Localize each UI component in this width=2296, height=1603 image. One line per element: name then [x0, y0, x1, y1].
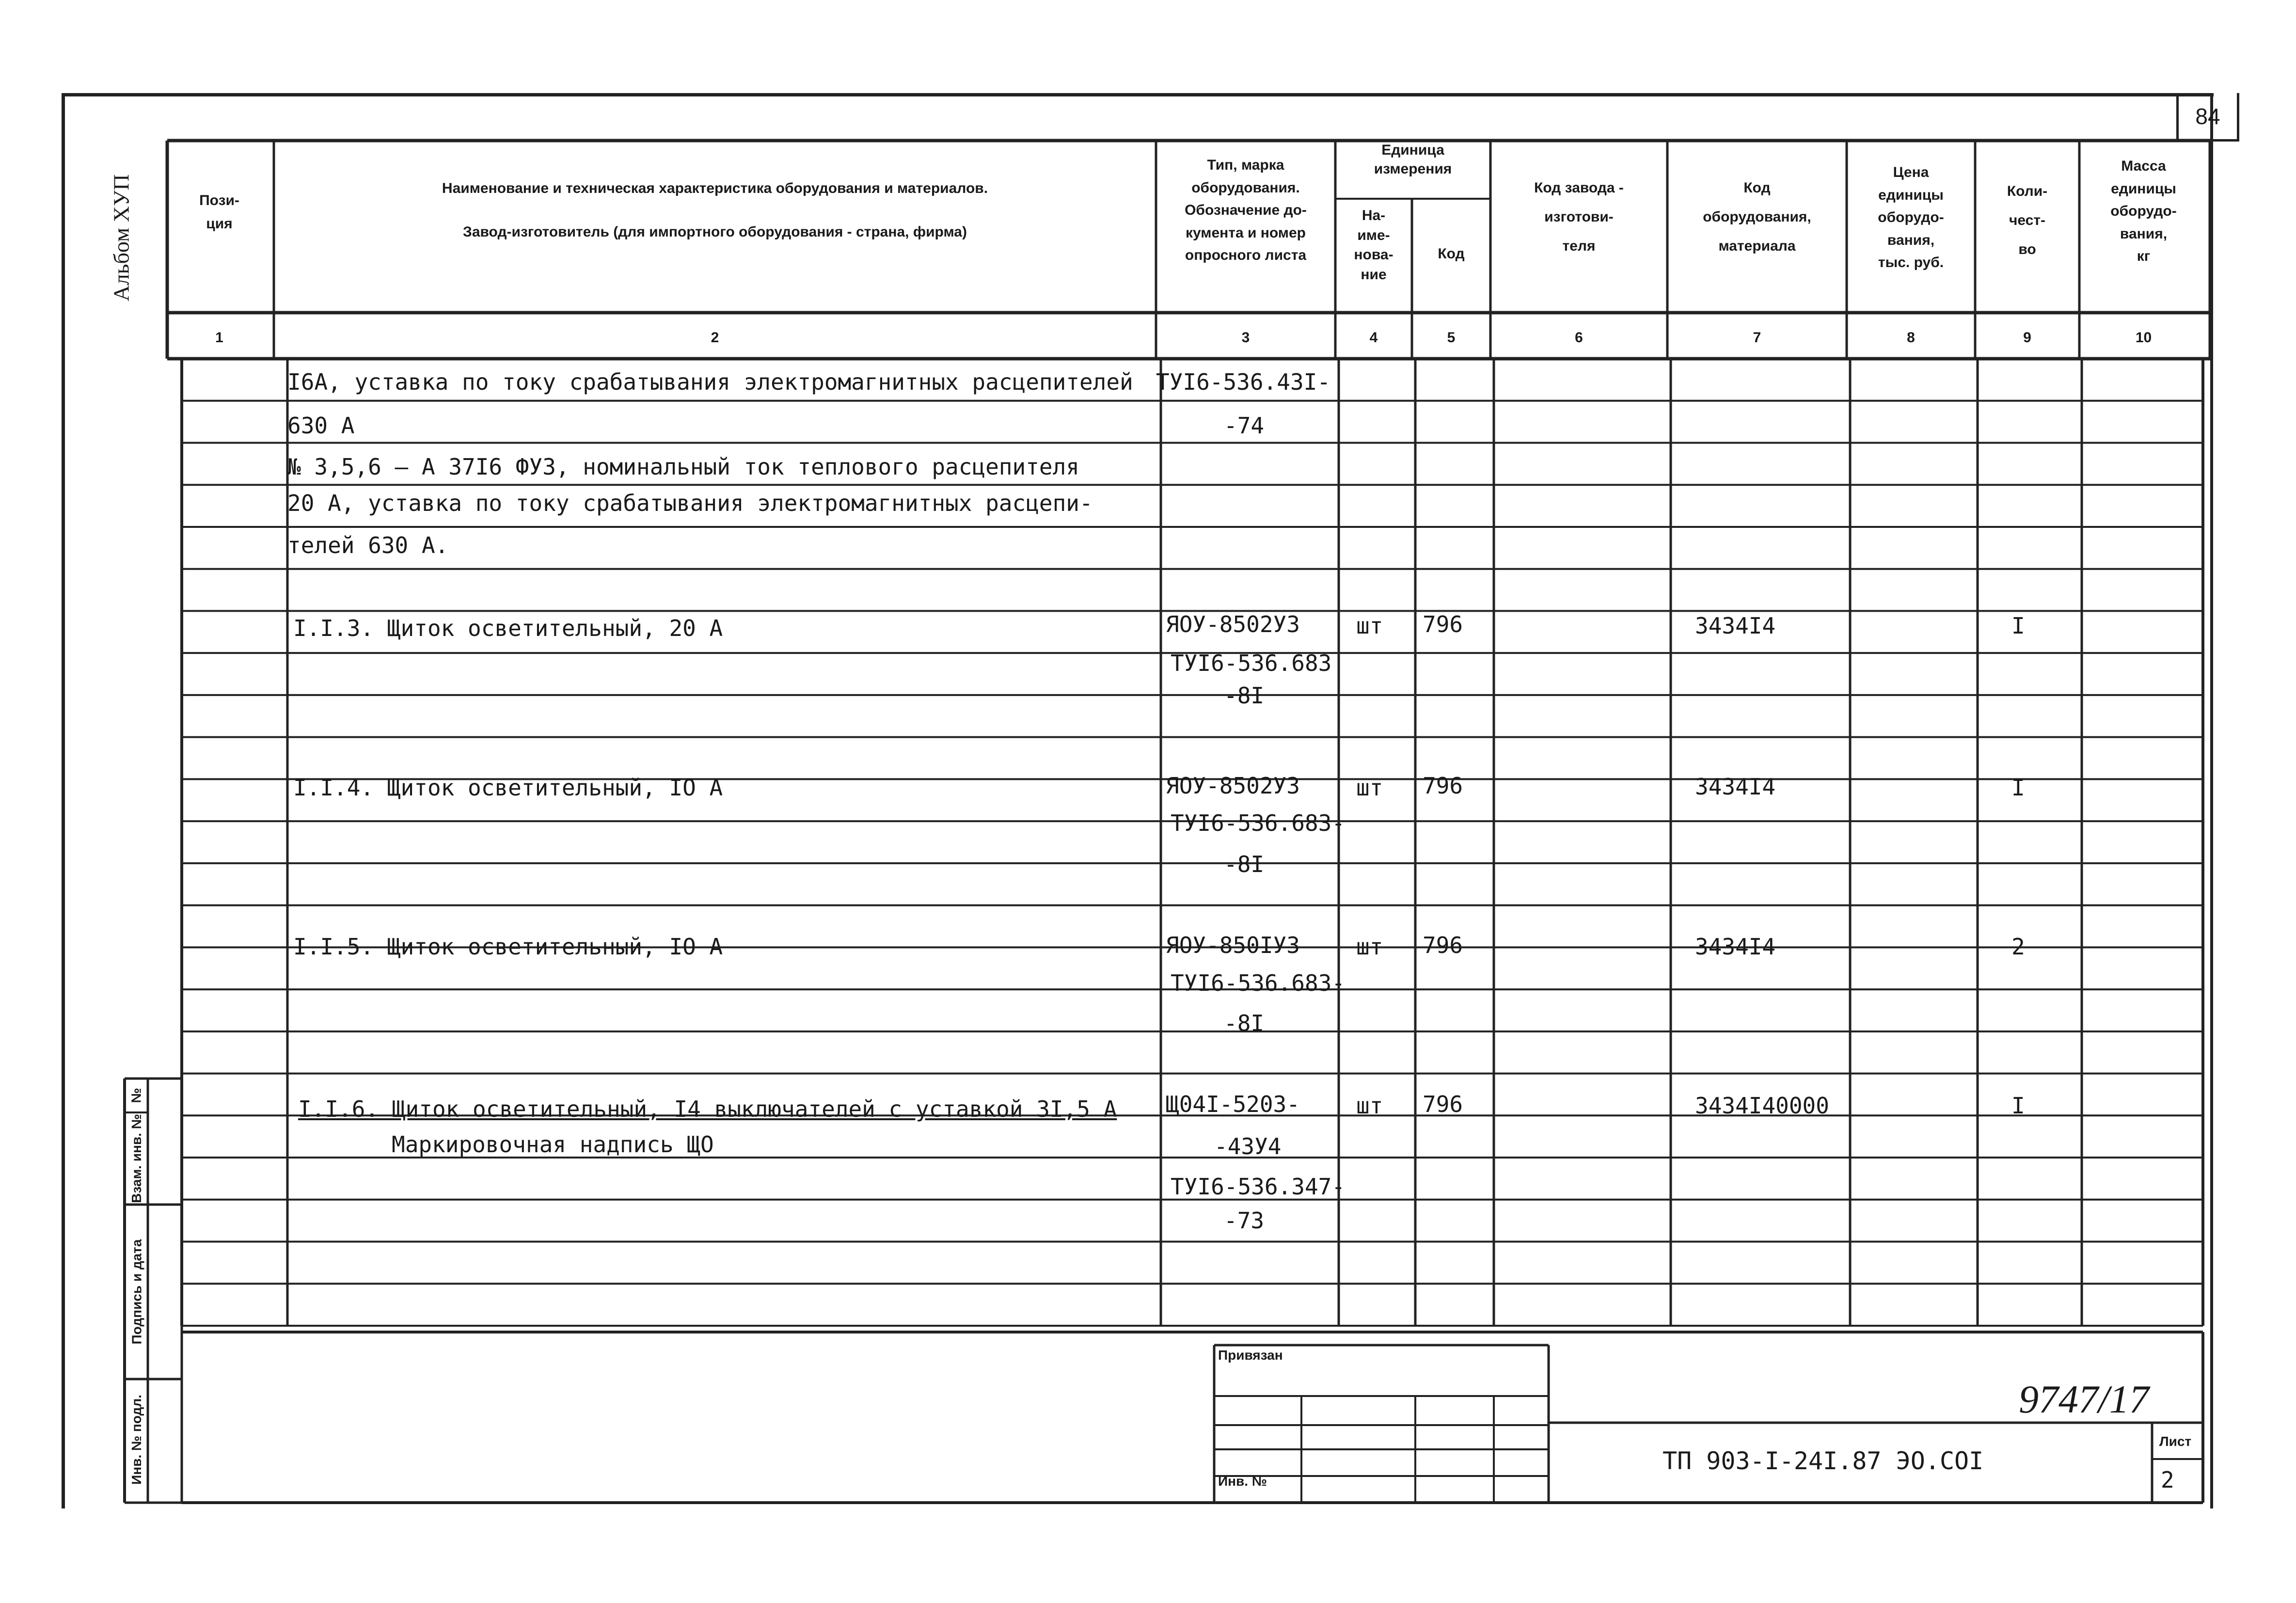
row-equipment-code: 3434I4 [1695, 934, 1776, 960]
header-unit-group: Единица измерения [1374, 142, 1452, 177]
row-name: I.I.5. Щиток осветительный, IО А [293, 934, 723, 960]
row-name: телей 630 А. [287, 532, 449, 558]
row-quantity: I [2011, 613, 2025, 639]
row-name: I.I.6. Щиток осветительный, I4 выключателей с уставкой 3I,5 А [298, 1096, 1117, 1122]
header-name-line1: Наименование и техническая характеристика оборудования и материалов. [442, 180, 988, 196]
row-name: I6А, уставка по току срабатывания электромагнитных расцепителей [287, 369, 1133, 395]
column-number: 1 [215, 330, 223, 346]
side-stamp-vzam: Взам. инв. № [129, 1114, 144, 1203]
column-number: 8 [1907, 330, 1915, 346]
row-type: Щ04I-5203- [1166, 1091, 1300, 1117]
side-stamp-signature: Подпись и дата [129, 1239, 144, 1345]
column-number: 5 [1447, 330, 1456, 346]
row-type: -8I [1224, 851, 1265, 877]
row-type: ТУI6-536.683- [1171, 810, 1346, 836]
row-unit-code: 796 [1423, 932, 1463, 958]
row-type: ТУI6-536.683- [1171, 970, 1346, 996]
header-equipment-code: Код оборудования, материала [1703, 180, 1811, 254]
column-number: 2 [711, 330, 719, 346]
row-name: 20 А, уставка по току срабатывания электромагнитных расцепи- [287, 490, 1093, 516]
document-code: ТП 903-I-24I.87 ЭО.СОI [1663, 1447, 1984, 1475]
privyazan-label: Привязан [1218, 1348, 1283, 1363]
row-name: I.I.3. Щиток осветительный, 20 А [293, 615, 723, 641]
header-quantity: Коли- чест- во [2007, 183, 2048, 257]
album-label: Альбом ХУП [109, 174, 134, 302]
column-number: 7 [1753, 330, 1761, 346]
row-unit: шт [1356, 775, 1383, 801]
row-type: -8I [1224, 682, 1265, 709]
sheet-label: Лист [2159, 1434, 2192, 1449]
row-type: ЯОУ-8502У3 [1166, 773, 1300, 799]
page-number: 84 [2176, 93, 2239, 142]
header-factory-code: Код завода - изготови- теля [1534, 180, 1624, 254]
handwritten-number: 9747/17 [2019, 1377, 2149, 1421]
row-type: ЯОУ-850IУ3 [1166, 932, 1300, 958]
row-equipment-code: 3434I4 [1695, 774, 1776, 800]
row-name: 630 А [287, 413, 355, 439]
column-number: 9 [2023, 330, 2031, 346]
row-type: -43У4 [1214, 1133, 1282, 1159]
side-stamp-inv: Инв. № подл. [129, 1395, 144, 1485]
header-unit-name: На- име- нова- ние [1354, 207, 1393, 283]
inv-no-label: Инв. № [1218, 1474, 1267, 1489]
row-unit: шт [1356, 613, 1383, 639]
row-quantity: I [2011, 775, 2025, 801]
header-position: Пози- ция [199, 192, 239, 232]
row-name: № 3,5,6 – А 37I6 ФУЗ, номинальный ток теплового расцепителя [287, 454, 1079, 480]
row-quantity: 2 [2011, 934, 2025, 960]
row-unit-code: 796 [1423, 1091, 1463, 1117]
side-stamp-field: № [129, 1088, 144, 1103]
row-type: -73 [1224, 1207, 1265, 1234]
row-name: Маркировочная надпись ЩО [392, 1131, 714, 1158]
column-number: 3 [1241, 330, 1250, 346]
row-unit: шт [1356, 934, 1383, 960]
row-type: ТУI6-536.43I- [1156, 369, 1331, 395]
sheet-number: 2 [2161, 1467, 2174, 1493]
row-quantity: I [2011, 1093, 2025, 1119]
row-unit: шт [1356, 1093, 1383, 1119]
column-number: 4 [1369, 330, 1378, 346]
header-name-line2: Завод-изготовитель (для импортного оборудования - страна, фирма) [463, 224, 967, 240]
row-equipment-code: 3434I4 [1695, 613, 1776, 639]
row-type: -8I [1224, 1010, 1265, 1036]
row-type: ТУI6-536.683 [1171, 650, 1332, 676]
header-mass: Масса единицы оборудо- вания, кг [2110, 158, 2177, 264]
row-type: ЯОУ-8502У3 [1166, 611, 1300, 637]
row-type: ТУI6-536.347- [1171, 1174, 1346, 1200]
column-number: 6 [1575, 330, 1583, 346]
row-equipment-code: 3434I40000 [1695, 1093, 1829, 1119]
header-unit-code: Код [1438, 246, 1465, 262]
row-unit-code: 796 [1423, 611, 1463, 637]
column-number: 10 [2135, 330, 2152, 346]
row-unit-code: 796 [1423, 773, 1463, 799]
header-type: Тип, марка оборудования. Обозначение до- кумента и номер опросного листа [1185, 157, 1307, 263]
row-type: -74 [1224, 413, 1265, 439]
header-price: Цена единицы оборудо- вания, тыс. руб. [1878, 164, 1944, 270]
row-name: I.I.4. Щиток осветительный, IО А [293, 775, 723, 801]
